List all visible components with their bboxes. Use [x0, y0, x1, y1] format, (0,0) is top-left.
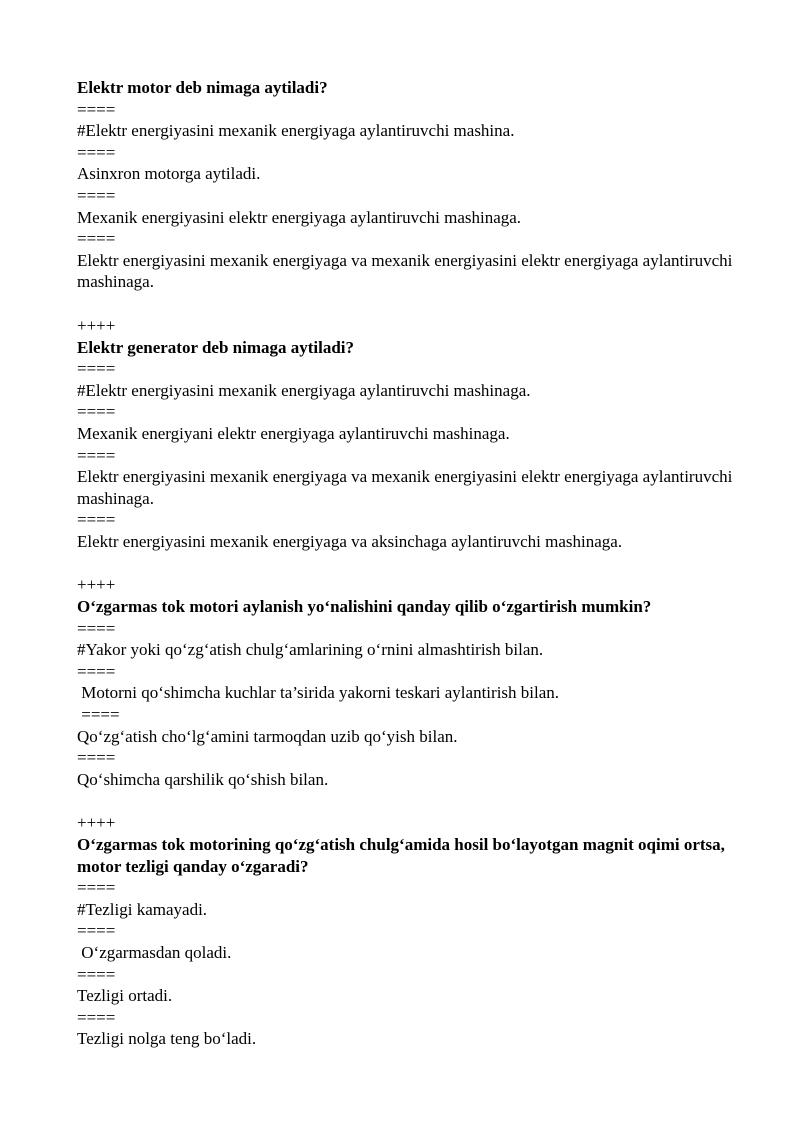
answer-separator: ====: [77, 229, 116, 249]
answer-separator: ====: [77, 99, 116, 119]
answer-option: #Elektr energiyasini mexanik energiyaga aylantiruvchi mashinaga.: [77, 380, 531, 400]
answer-option: Qo‘shimcha qarshilik qo‘shish bilan.: [77, 769, 329, 789]
answer-separator: ====: [77, 445, 116, 465]
answer-separator: ====: [77, 359, 116, 379]
question-text: Elektr motor deb nimaga aytiladi?: [77, 78, 328, 97]
question-text: Elektr generator deb nimaga aytiladi?: [77, 337, 355, 357]
question-block: [77, 812, 757, 1050]
answer-separator: ====: [77, 142, 116, 162]
question-block: [77, 315, 757, 553]
answer-option: Qo‘zg‘atish cho‘lg‘amini tarmoqdan uzib qo‘yish bilan.: [77, 726, 458, 746]
answer-option: Elektr energiyasini mexanik energiyaga va mexanik energiyasini elektr energiyaga aylantiruvchi mashinaga.: [77, 250, 737, 292]
question-text: O‘zgarmas tok motori aylanish yo‘nalishini qanday qilib o‘zgartirish mumkin?: [77, 597, 652, 617]
answer-option: Mexanik energiyasini elektr energiyaga aylantiruvchi mashinaga.: [77, 207, 522, 227]
answer-option: #Yakor yoki qo‘zg‘atish chulg‘amlarining o‘rnini almashtirish bilan.: [77, 640, 544, 660]
question-block: [77, 77, 757, 293]
answer-option: O‘zgarmasdan qoladi.: [77, 942, 232, 962]
answer-option: Elektr energiyasini mexanik energiyaga va mexanik energiyasini elektr energiyaga aylantiruvchi mashinaga.: [77, 467, 737, 508]
answer-separator: ====: [77, 402, 116, 422]
answer-option: Motorni qo‘shimcha kuchlar ta’sirida yakorni teskari aylantirish bilan.: [77, 683, 560, 703]
answer-option: Asinxron motorga aytiladi.: [77, 164, 261, 184]
answer-separator: ====: [77, 878, 116, 898]
answer-separator: ====: [77, 618, 116, 638]
question-delimiter: ++++: [77, 575, 116, 595]
answer-option: #Elektr energiyasini mexanik energiyaga aylantiruvchi mashina.: [77, 121, 515, 141]
answer-option: Elektr energiyasini mexanik energiyaga va aksinchaga aylantiruvchi mashinaga.: [77, 531, 623, 551]
answer-separator: ====: [77, 661, 116, 681]
answer-separator: ====: [77, 510, 116, 530]
answer-separator: ====: [77, 185, 116, 205]
question-delimiter: ++++: [77, 813, 116, 833]
answer-separator: ====: [77, 748, 116, 768]
question-delimiter: ++++: [77, 315, 116, 335]
answer-separator: ====: [77, 1007, 116, 1027]
answer-separator: ====: [77, 921, 116, 941]
answer-option: Tezligi ortadi.: [77, 986, 173, 1006]
question-text: O‘zgarmas tok motorining qo‘zg‘atish chulg‘amida hosil bo‘layotgan magnit oqimi ortsa, motor tezligi qanday o‘zgaradi?: [77, 835, 730, 876]
answer-option: #Tezligi kamayadi.: [77, 899, 208, 919]
question-block: [77, 574, 757, 790]
answer-separator: ====: [77, 705, 120, 725]
answer-separator: ====: [77, 964, 116, 984]
answer-option: Tezligi nolga teng bo‘ladi.: [77, 1029, 257, 1049]
document-content: [77, 77, 757, 1072]
answer-option: Mexanik energiyani elektr energiyaga aylantiruvchi mashinaga.: [77, 423, 510, 443]
